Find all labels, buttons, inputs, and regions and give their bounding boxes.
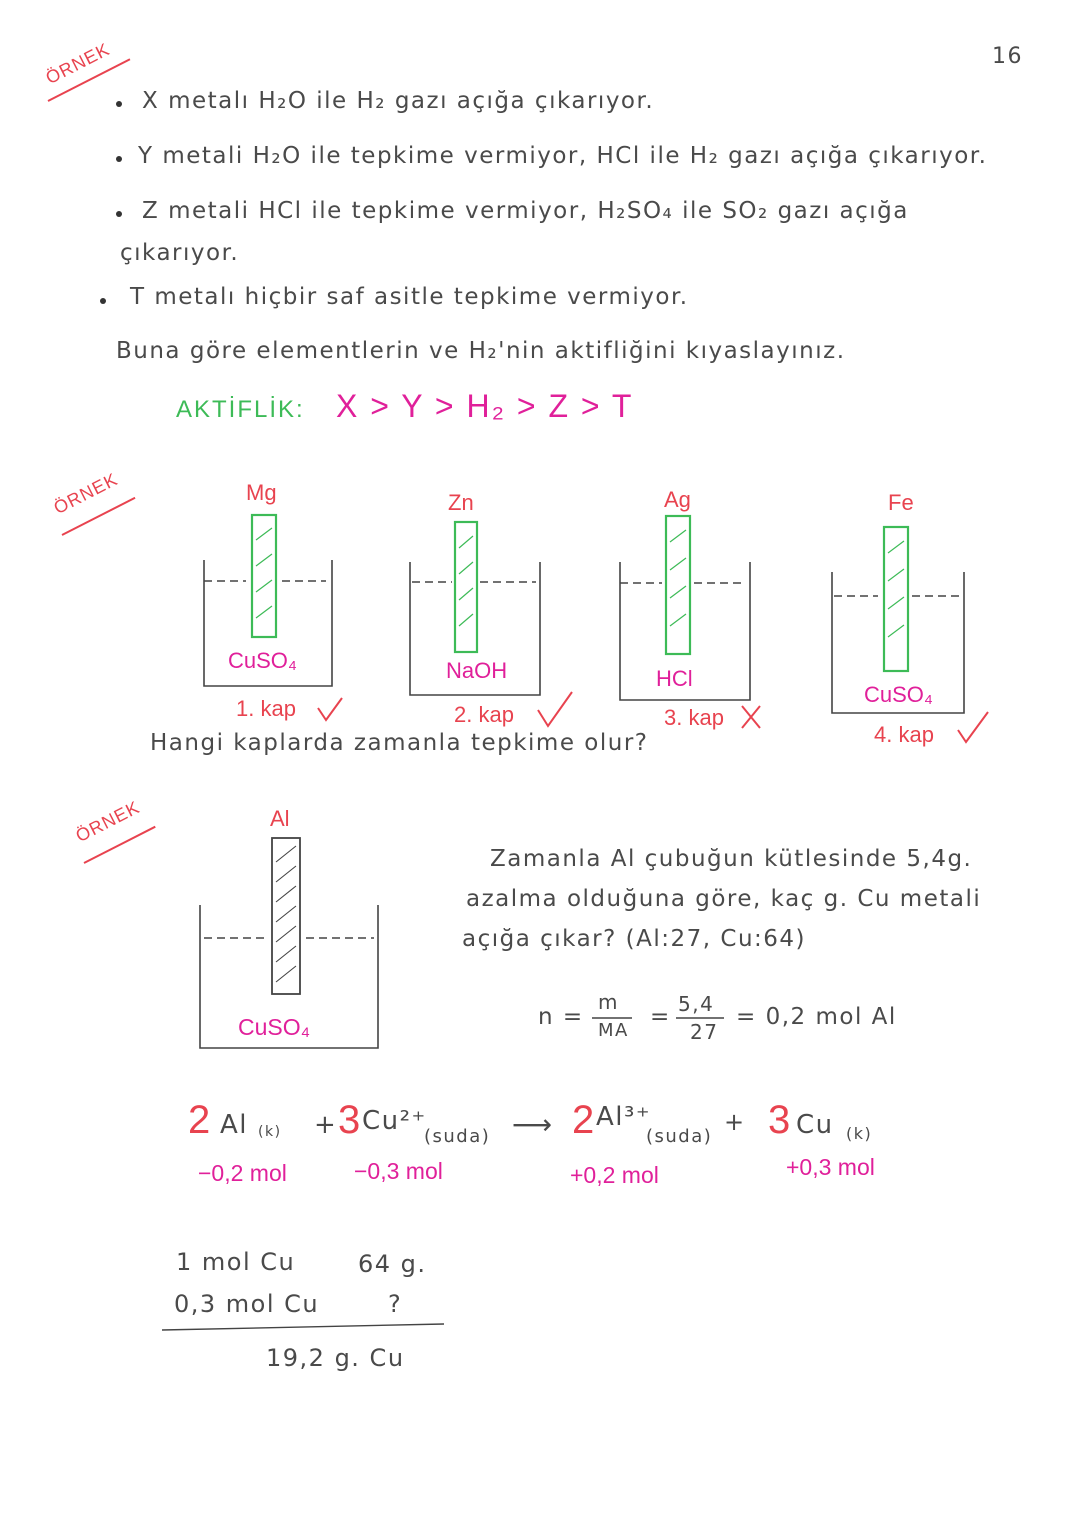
- reaction-state-4: (k): [846, 1124, 873, 1143]
- reaction-coef-3: 2: [572, 1098, 595, 1142]
- al-solution-label: CuSO₄: [238, 1014, 311, 1040]
- reaction-product-1: Al³⁺: [596, 1102, 652, 1132]
- reaction-state-3: (suda): [646, 1126, 713, 1147]
- metal-label-1: Mg: [246, 480, 277, 505]
- question-1: Buna göre elementlerin ve H₂'nin aktifliğini kıyaslayınız.: [116, 338, 846, 364]
- example-label-1: ÖRNEK: [42, 38, 114, 89]
- container-label-3: 3. kap: [664, 705, 724, 730]
- answer-label: AKTİFLİK:: [176, 396, 305, 423]
- proportion-row2-left: 0,3 mol Cu: [174, 1290, 320, 1318]
- solution-label-3: HCl: [656, 666, 693, 691]
- check-icon: [538, 692, 572, 726]
- container-label-1: 1. kap: [236, 696, 296, 721]
- reaction-reactant-1: Al: [220, 1110, 249, 1140]
- reaction-plus-1: +: [314, 1110, 338, 1140]
- bullet-text-3-continued: çıkarıyor.: [120, 240, 240, 266]
- container-label-2: 2. kap: [454, 702, 514, 727]
- solution-label-2: NaOH: [446, 658, 508, 683]
- reaction-coef-1: 2: [188, 1098, 211, 1142]
- reaction-coef-4: 3: [768, 1098, 791, 1142]
- formula-eq: =: [650, 1004, 671, 1030]
- formula-result: = 0,2 mol Al: [736, 1004, 897, 1030]
- proportion-row1-left: 1 mol Cu: [176, 1248, 296, 1276]
- check-icon: [958, 712, 988, 742]
- question-3-line-2: azalma olduğuna göre, kaç g. Cu metali: [466, 886, 982, 912]
- question-3-line-1: Zamanla Al çubuğun kütlesinde 5,4g.: [490, 846, 973, 872]
- example-label-3: ÖRNEK: [72, 796, 144, 847]
- mole-change-4: +0,3 mol: [786, 1154, 875, 1180]
- metal-label-3: Ag: [664, 487, 691, 512]
- page-number: 16: [992, 44, 1023, 69]
- question-3-line-3: açığa çıkar? (Al:27, Cu:64): [462, 926, 807, 952]
- question-2: Hangi kaplarda zamanla tepkime olur?: [150, 730, 649, 756]
- formula-frac1-den: MA: [598, 1020, 629, 1041]
- formula-frac2-num: 5,4: [678, 992, 715, 1016]
- mole-change-2: −0,3 mol: [354, 1158, 443, 1184]
- proportion-rule: [162, 1324, 444, 1330]
- activity-answer: X > Y > H₂ > Z > T: [336, 388, 634, 424]
- proportion-row2-right: ?: [388, 1290, 403, 1318]
- reaction-arrow: ⟶: [512, 1108, 554, 1141]
- al-rod-label: Al: [270, 806, 290, 831]
- bullet-text-3: Z metali HCl ile tepkime vermiyor, H₂SO₄ ile SO₂ gazı açığa: [142, 198, 909, 224]
- metal-label-4: Fe: [888, 490, 914, 515]
- reaction-plus-2: +: [724, 1108, 746, 1136]
- mole-change-3: +0,2 mol: [570, 1162, 659, 1188]
- container-label-4: 4. kap: [874, 722, 934, 747]
- formula-lhs: n =: [538, 1004, 584, 1030]
- check-icon: [318, 698, 342, 720]
- reaction-coef-2: 3: [338, 1098, 361, 1142]
- metal-label-2: Zn: [448, 490, 474, 515]
- example-label-2: ÖRNEK: [50, 468, 122, 519]
- reaction-state-2: (suda): [424, 1126, 491, 1147]
- bullet-text-1: X metalı H₂O ile H₂ gazı açığa çıkarıyor.: [142, 88, 655, 114]
- reaction-state-1: (k): [258, 1124, 282, 1140]
- proportion-result: 19,2 g. Cu: [266, 1344, 405, 1372]
- proportion-row1-right: 64 g.: [358, 1250, 427, 1278]
- bullet-text-2: Y metali H₂O ile tepkime vermiyor, HCl ile H₂ gazı açığa çıkarıyor.: [138, 143, 988, 169]
- reaction-reactant-2: Cu²⁺: [362, 1106, 427, 1136]
- cross-icon: [742, 706, 760, 728]
- mole-change-1: −0,2 mol: [198, 1160, 287, 1186]
- bullet-text-4: T metalı hiçbir saf asitle tepkime vermiyor.: [130, 284, 689, 310]
- reaction-product-2: Cu: [796, 1110, 834, 1140]
- formula-frac2-den: 27: [690, 1020, 719, 1044]
- solution-label-4: CuSO₄: [864, 682, 933, 707]
- formula-frac1-num: m: [598, 990, 619, 1014]
- solution-label-1: CuSO₄: [228, 648, 297, 673]
